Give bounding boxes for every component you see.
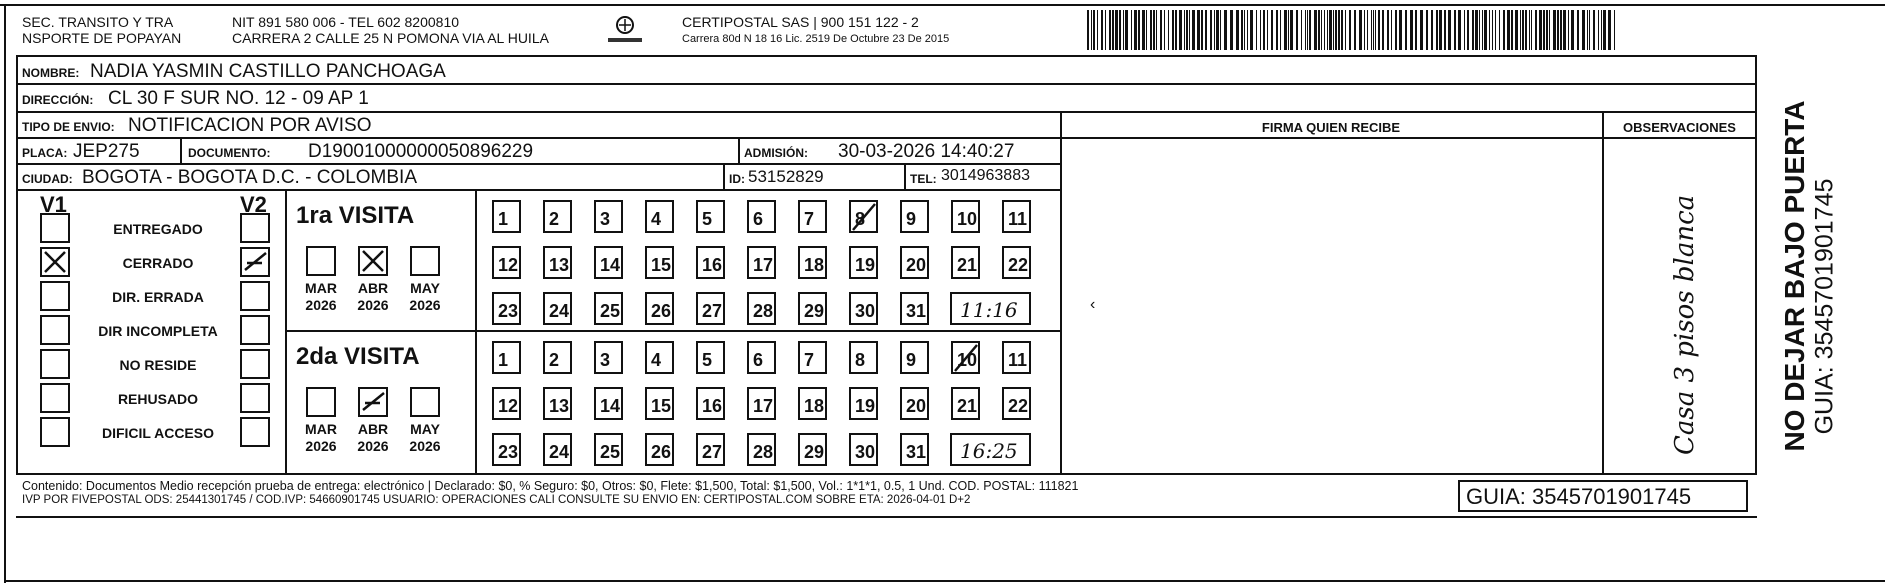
v1-label: V1 bbox=[40, 192, 67, 217]
status-option-label: ENTREGADO bbox=[113, 221, 203, 237]
barcode-bar bbox=[1164, 10, 1165, 50]
day-cell[interactable]: 25 bbox=[594, 292, 623, 325]
v2-checkbox[interactable] bbox=[240, 417, 270, 447]
barcode-bar bbox=[1087, 10, 1089, 50]
barcode-bar bbox=[1475, 10, 1478, 50]
month-checkbox[interactable] bbox=[306, 246, 336, 276]
day-cell[interactable]: 30 bbox=[849, 433, 878, 466]
barcode-bar bbox=[1210, 10, 1212, 50]
day-cell[interactable]: 7 bbox=[798, 341, 827, 374]
courier-logo-icon bbox=[600, 12, 650, 46]
barcode-bar bbox=[1589, 10, 1590, 50]
barcode-bar bbox=[1598, 10, 1599, 50]
barcode-bar bbox=[1131, 10, 1132, 50]
month-checkbox[interactable] bbox=[410, 246, 440, 276]
barcode-bar bbox=[1134, 10, 1137, 50]
day-cell[interactable]: 12 bbox=[492, 246, 521, 279]
tel-value: 3014963883 bbox=[941, 167, 1030, 184]
barcode-bar bbox=[1267, 10, 1268, 50]
day-cell[interactable]: 16 bbox=[696, 246, 725, 279]
barcode-bar bbox=[1327, 10, 1328, 50]
barcode-bar bbox=[1156, 10, 1157, 50]
documento-label: DOCUMENTO: bbox=[188, 146, 271, 160]
barcode-bar bbox=[1577, 10, 1579, 50]
barcode-bar bbox=[1333, 10, 1334, 50]
barcode-bar bbox=[1184, 10, 1185, 50]
day-cell[interactable]: 26 bbox=[645, 292, 674, 325]
day-cell[interactable]: 26 bbox=[645, 433, 674, 466]
day-cell[interactable]: 17 bbox=[747, 387, 776, 420]
direccion-label: DIRECCIÓN: bbox=[22, 93, 94, 107]
observaciones-column-left bbox=[1602, 111, 1604, 473]
header-divider bbox=[16, 55, 1757, 57]
day-cell[interactable]: 6 bbox=[747, 200, 776, 233]
barcode-bar bbox=[1511, 10, 1513, 50]
day-cell[interactable]: 10 bbox=[951, 341, 980, 374]
bottom-border bbox=[4, 580, 1885, 582]
visit-time-box: 11:16 bbox=[950, 292, 1031, 325]
barcode-bar bbox=[1112, 10, 1114, 50]
barcode-bar bbox=[1503, 10, 1505, 50]
barcode-bar bbox=[1186, 10, 1188, 50]
barcode-bar bbox=[1399, 10, 1402, 50]
day-cell[interactable]: 27 bbox=[696, 292, 725, 325]
status-option-label: DIFICIL ACCESO bbox=[101, 425, 214, 441]
day-cell[interactable]: 3 bbox=[594, 200, 623, 233]
barcode-bar bbox=[1472, 10, 1474, 50]
footer-line2: IVP POR FIVEPOSTAL ODS: 25441301745 / COD.IVP: 54660901745 USUARIO: OPERACIONES CALI CONSULTE SU ENVIO EN: CERTIPOSTAL.COM SOBRE ETA: 2026-04-01 D+2 bbox=[22, 494, 971, 506]
firma-column-left bbox=[1060, 111, 1062, 473]
day-cell[interactable]: 8 bbox=[849, 200, 878, 233]
handwritten-observation: Casa 3 pisos blanca bbox=[1670, 194, 1700, 455]
day-cell[interactable]: 23 bbox=[492, 292, 521, 325]
month-label: MAY 2026 bbox=[409, 421, 441, 454]
visit-title: 1ra VISITA bbox=[296, 202, 415, 229]
day-cell[interactable]: 22 bbox=[1002, 246, 1031, 279]
visit-month-divider bbox=[475, 189, 477, 473]
barcode-bar bbox=[1105, 10, 1106, 50]
day-cell[interactable]: 29 bbox=[798, 433, 827, 466]
barcode-bar bbox=[1115, 10, 1118, 50]
placa-label: PLACA: bbox=[22, 146, 68, 160]
day-cell[interactable]: 19 bbox=[849, 387, 878, 420]
day-cell[interactable]: 11 bbox=[1002, 341, 1031, 374]
barcode-bar bbox=[1479, 10, 1480, 50]
barcode-bar bbox=[1345, 10, 1346, 50]
row-divider bbox=[16, 189, 1062, 191]
firma-header: FIRMA QUIEN RECIBE bbox=[1261, 120, 1401, 135]
day-cell[interactable]: 5 bbox=[696, 341, 725, 374]
row-divider bbox=[16, 137, 1062, 139]
barcode-bar bbox=[1354, 10, 1356, 50]
barcode-bar bbox=[1168, 10, 1169, 50]
barcode-bar bbox=[1371, 10, 1372, 50]
day-cell[interactable]: 20 bbox=[900, 387, 929, 420]
barcode-bar bbox=[1359, 10, 1362, 50]
left-border bbox=[4, 4, 6, 583]
day-cell[interactable]: 14 bbox=[594, 246, 623, 279]
barcode-bar bbox=[1160, 10, 1162, 50]
day-cell[interactable]: 1 bbox=[492, 200, 521, 233]
column-header-divider bbox=[1060, 137, 1757, 139]
barcode-bar bbox=[1230, 10, 1233, 50]
day-cell[interactable]: 11 bbox=[1002, 200, 1031, 233]
barcode-bar bbox=[1395, 10, 1397, 50]
side-notice: NO DEJAR BAJO PUERTA GUIA: 3545701901745 bbox=[1779, 100, 1839, 452]
day-cell[interactable]: 23 bbox=[492, 433, 521, 466]
barcode-bar bbox=[1123, 10, 1124, 50]
day-cell[interactable]: 16 bbox=[696, 387, 725, 420]
cell-divider bbox=[723, 165, 725, 189]
barcode-bar bbox=[1338, 10, 1340, 50]
barcode-bar bbox=[1499, 10, 1500, 50]
barcode-bar bbox=[1387, 10, 1389, 50]
barcode-bar bbox=[1205, 10, 1207, 50]
barcode-bar bbox=[1515, 10, 1518, 50]
status-option-label: CERRADO bbox=[122, 255, 194, 271]
barcode-bar bbox=[1263, 10, 1265, 50]
day-cell[interactable]: 20 bbox=[900, 246, 929, 279]
barcode-bar bbox=[1138, 10, 1140, 50]
row-divider bbox=[16, 111, 1757, 113]
v1-checkbox[interactable] bbox=[40, 349, 70, 379]
barcode-bar bbox=[1448, 10, 1451, 50]
barcode-bar bbox=[1467, 10, 1469, 50]
barcode-bar bbox=[1197, 10, 1200, 50]
barcode-bar bbox=[1539, 10, 1542, 50]
barcode-bar bbox=[1093, 10, 1095, 50]
day-cell[interactable]: 18 bbox=[798, 387, 827, 420]
nombre-value: NADIA YASMIN CASTILLO PANCHOAGA bbox=[90, 61, 446, 82]
barcode-bar bbox=[1250, 10, 1253, 50]
barcode-bar bbox=[1608, 10, 1611, 50]
barcode-bar bbox=[1378, 10, 1380, 50]
barcode-bar bbox=[1484, 10, 1487, 50]
day-cell[interactable]: 18 bbox=[798, 246, 827, 279]
day-cell[interactable]: 15 bbox=[645, 246, 674, 279]
barcode-bar bbox=[1582, 10, 1585, 50]
day-cell[interactable]: 2 bbox=[543, 200, 572, 233]
day-cell[interactable]: 3 bbox=[594, 341, 623, 374]
barcode-bar bbox=[1603, 10, 1606, 50]
barcode-bar bbox=[1549, 10, 1550, 50]
barcode-bar bbox=[1305, 10, 1306, 50]
barcode-bar bbox=[1125, 10, 1128, 50]
barcode-bar bbox=[1601, 10, 1602, 50]
barcode-bar bbox=[1341, 10, 1343, 50]
barcode-bar bbox=[1335, 10, 1337, 50]
barcode-bar bbox=[1522, 10, 1524, 50]
status-option-label: DIR. ERRADA bbox=[112, 289, 204, 305]
barcode-bar bbox=[1216, 10, 1219, 50]
admision-value: 30-03-2026 14:40:27 bbox=[838, 141, 1015, 162]
status-option-label: NO RESIDE bbox=[119, 357, 197, 373]
day-cell[interactable]: 25 bbox=[594, 433, 623, 466]
barcode-bar bbox=[1296, 10, 1298, 50]
row-divider bbox=[16, 83, 1757, 85]
barcode-bar bbox=[1142, 10, 1145, 50]
v2-checkbox[interactable] bbox=[240, 247, 270, 277]
day-cell[interactable]: 17 bbox=[747, 246, 776, 279]
footer-bottom bbox=[16, 516, 1757, 518]
barcode-bar bbox=[1391, 10, 1392, 50]
barcode-bar bbox=[1415, 10, 1417, 50]
barcode-bar bbox=[1247, 10, 1248, 50]
day-cell[interactable]: 28 bbox=[747, 433, 776, 466]
day-cell[interactable]: 4 bbox=[645, 341, 674, 374]
barcode-bar bbox=[1563, 10, 1566, 50]
visit-divider bbox=[285, 330, 1062, 332]
visit-time-box: 16:25 bbox=[950, 433, 1031, 466]
barcode-bar bbox=[1495, 10, 1496, 50]
top-border bbox=[0, 4, 1885, 6]
barcode-bar bbox=[1593, 10, 1595, 50]
tipo-envio-label: TIPO DE ENVIO: bbox=[22, 120, 115, 134]
barcode-bar bbox=[1364, 10, 1365, 50]
tel-label: TEL: bbox=[910, 172, 937, 186]
barcode-bar bbox=[1535, 10, 1537, 50]
barcode-bar bbox=[1329, 10, 1332, 50]
v1-checkbox[interactable] bbox=[40, 213, 70, 243]
month-checkbox[interactable] bbox=[358, 246, 388, 276]
month-checkbox[interactable] bbox=[306, 387, 336, 417]
day-cell[interactable]: 27 bbox=[696, 433, 725, 466]
barcode-bar bbox=[1439, 10, 1442, 50]
barcode-bar bbox=[1175, 10, 1177, 50]
cell-divider bbox=[738, 139, 740, 163]
month-label: MAY 2026 bbox=[409, 280, 441, 313]
barcode-bar bbox=[1091, 10, 1092, 50]
day-cell[interactable]: 24 bbox=[543, 433, 572, 466]
day-cell[interactable]: 9 bbox=[900, 200, 929, 233]
visit-title: 2da VISITA bbox=[296, 343, 420, 370]
barcode bbox=[1087, 10, 1617, 50]
barcode-bar bbox=[1318, 10, 1320, 50]
barcode-bar bbox=[1119, 10, 1121, 50]
barcode-bar bbox=[1529, 10, 1530, 50]
main-right-border bbox=[1755, 55, 1757, 473]
month-label: MAR 2026 bbox=[305, 280, 337, 313]
sender-address: CARRERA 2 CALLE 25 N POMONA VIA AL HUILA bbox=[232, 30, 549, 46]
barcode-bar bbox=[1507, 10, 1510, 50]
ciudad-label: CIUDAD: bbox=[22, 172, 73, 186]
day-cell[interactable]: 21 bbox=[951, 387, 980, 420]
barcode-bar bbox=[1214, 10, 1215, 50]
barcode-bar bbox=[1587, 10, 1588, 50]
barcode-bar bbox=[1153, 10, 1155, 50]
barcode-bar bbox=[1179, 10, 1182, 50]
month-label: ABR 2026 bbox=[357, 280, 389, 313]
day-cell[interactable]: 5 bbox=[696, 200, 725, 233]
barcode-bar bbox=[1531, 10, 1532, 50]
barcode-bar bbox=[1290, 10, 1293, 50]
barcode-bar bbox=[1309, 10, 1311, 50]
barcode-bar bbox=[1560, 10, 1562, 50]
day-cell[interactable]: 22 bbox=[1002, 387, 1031, 420]
barcode-bar bbox=[1349, 10, 1351, 50]
admision-label: ADMISIÓN: bbox=[744, 146, 808, 160]
barcode-bar bbox=[1614, 10, 1615, 50]
v1-checkbox[interactable] bbox=[40, 315, 70, 345]
day-cell[interactable]: 10 bbox=[951, 200, 980, 233]
day-cell[interactable]: 21 bbox=[951, 246, 980, 279]
day-cell[interactable]: 15 bbox=[645, 387, 674, 420]
barcode-bar bbox=[1557, 10, 1559, 50]
footer-divider bbox=[16, 473, 1757, 475]
month-checkbox[interactable] bbox=[410, 387, 440, 417]
barcode-bar bbox=[1543, 10, 1545, 50]
day-cell[interactable]: 2 bbox=[543, 341, 572, 374]
barcode-bar bbox=[1288, 10, 1289, 50]
barcode-bar bbox=[1321, 10, 1322, 50]
barcode-bar bbox=[1367, 10, 1368, 50]
day-cell[interactable]: 12 bbox=[492, 387, 521, 420]
day-cell[interactable]: 7 bbox=[798, 200, 827, 233]
company: CERTIPOSTAL SAS | 900 151 122 - 2 bbox=[682, 14, 919, 30]
month-label: ABR 2026 bbox=[357, 421, 389, 454]
barcode-bar bbox=[1271, 10, 1273, 50]
v2-checkbox[interactable] bbox=[240, 349, 270, 379]
barcode-bar bbox=[1280, 10, 1281, 50]
placa-value: JEP275 bbox=[73, 141, 140, 162]
v2-label: V2 bbox=[240, 192, 267, 217]
barcode-bar bbox=[1301, 10, 1302, 50]
day-cell[interactable]: 30 bbox=[849, 292, 878, 325]
day-cell[interactable]: 31 bbox=[900, 292, 929, 325]
barcode-bar bbox=[1568, 10, 1569, 50]
barcode-bar bbox=[1224, 10, 1227, 50]
barcode-bar bbox=[1410, 10, 1413, 50]
day-cell[interactable]: 24 bbox=[543, 292, 572, 325]
day-cell[interactable]: 8 bbox=[849, 341, 878, 374]
day-cell[interactable]: 1 bbox=[492, 341, 521, 374]
barcode-bar bbox=[1284, 10, 1287, 50]
barcode-bar bbox=[1101, 10, 1103, 50]
barcode-bar bbox=[1525, 10, 1527, 50]
nit: NIT 891 580 006 - TEL 602 8200810 bbox=[232, 14, 460, 30]
day-cell[interactable]: 4 bbox=[645, 200, 674, 233]
day-cell[interactable]: 9 bbox=[900, 341, 929, 374]
barcode-bar bbox=[1489, 10, 1490, 50]
status-option-label: REHUSADO bbox=[117, 391, 199, 407]
month-checkbox[interactable] bbox=[358, 387, 388, 417]
signature-mark: ‹ bbox=[1090, 296, 1096, 313]
barcode-bar bbox=[1241, 10, 1243, 50]
barcode-bar bbox=[1546, 10, 1548, 50]
v2-checkbox[interactable] bbox=[240, 281, 270, 311]
barcode-bar bbox=[1244, 10, 1245, 50]
day-cell[interactable]: 13 bbox=[543, 246, 572, 279]
footer-line1: Contenido: Documentos Medio recepción prueba de entrega: electrónico | Declarado: $0, % Seguro: $0, Otros: $0, Flete: $1,500, Total: $1,500, Vol.: 1*1*1, 0.5, 1 Und. COD. POSTAL: 111821 bbox=[22, 479, 1079, 493]
barcode-bar bbox=[1314, 10, 1317, 50]
main-left-border bbox=[16, 55, 18, 473]
sender-line2: NSPORTE DE POPAYAN bbox=[22, 30, 182, 46]
id-value: 53152829 bbox=[748, 167, 824, 186]
cell-divider bbox=[180, 139, 182, 163]
barcode-bar bbox=[1220, 10, 1221, 50]
status-option-label: DIR INCOMPLETA bbox=[98, 323, 218, 339]
barcode-bar bbox=[1150, 10, 1152, 50]
barcode-bar bbox=[1382, 10, 1384, 50]
barcode-bar bbox=[1426, 10, 1428, 50]
v1-checkbox[interactable] bbox=[40, 247, 70, 277]
v1-checkbox[interactable] bbox=[40, 417, 70, 447]
v2-checkbox[interactable] bbox=[240, 315, 270, 345]
barcode-bar bbox=[1109, 10, 1111, 50]
day-cell[interactable]: 28 bbox=[747, 292, 776, 325]
barcode-bar bbox=[1192, 10, 1195, 50]
barcode-bar bbox=[1375, 10, 1376, 50]
day-cell[interactable]: 29 bbox=[798, 292, 827, 325]
barcode-bar bbox=[1307, 10, 1308, 50]
barcode-bar bbox=[1260, 10, 1261, 50]
ciudad-value: BOGOTA - BOGOTA D.C. - COLOMBIA bbox=[82, 167, 418, 188]
day-cell[interactable]: 6 bbox=[747, 341, 776, 374]
barcode-bar bbox=[1097, 10, 1098, 50]
id-label: ID: bbox=[729, 172, 745, 186]
barcode-bar bbox=[1276, 10, 1278, 50]
day-cell[interactable]: 31 bbox=[900, 433, 929, 466]
observaciones-header: OBSERVACIONES bbox=[1623, 120, 1736, 135]
footer-guia: GUIA: 3545701901745 bbox=[1466, 484, 1692, 509]
barcode-bar bbox=[1431, 10, 1433, 50]
barcode-bar bbox=[1520, 10, 1521, 50]
barcode-bar bbox=[1405, 10, 1407, 50]
barcode-bar bbox=[1482, 10, 1483, 50]
tipo-envio-value: NOTIFICACION POR AVISO bbox=[128, 115, 372, 136]
barcode-bar bbox=[1324, 10, 1325, 50]
barcode-bar bbox=[1444, 10, 1446, 50]
barcode-bar bbox=[1373, 10, 1374, 50]
barcode-bar bbox=[1172, 10, 1174, 50]
barcode-bar bbox=[1201, 10, 1203, 50]
barcode-bar bbox=[1256, 10, 1257, 50]
v2-checkbox[interactable] bbox=[240, 213, 270, 243]
v1-checkbox[interactable] bbox=[40, 281, 70, 311]
barcode-bar bbox=[1189, 10, 1190, 50]
barcode-bar bbox=[1464, 10, 1465, 50]
day-cell[interactable]: 13 bbox=[543, 387, 572, 420]
cell-divider bbox=[904, 165, 906, 189]
v2-checkbox[interactable] bbox=[240, 383, 270, 413]
barcode-bar bbox=[1146, 10, 1147, 50]
barcode-bar bbox=[1492, 10, 1493, 50]
barcode-bar bbox=[1436, 10, 1438, 50]
barcode-bar bbox=[1553, 10, 1556, 50]
sender-line1: SEC. TRANSITO Y TRA bbox=[22, 14, 174, 30]
v1-checkbox[interactable] bbox=[40, 383, 70, 413]
day-cell[interactable]: 19 bbox=[849, 246, 878, 279]
month-label: MAR 2026 bbox=[305, 421, 337, 454]
nombre-label: NOMBRE: bbox=[22, 66, 80, 80]
barcode-bar bbox=[1236, 10, 1239, 50]
day-cell[interactable]: 14 bbox=[594, 387, 623, 420]
documento-value: D19001000000050896229 bbox=[308, 141, 534, 162]
direccion-value: CL 30 F SUR NO. 12 - 09 AP 1 bbox=[108, 88, 369, 109]
barcode-bar bbox=[1458, 10, 1461, 50]
barcode-bar bbox=[1420, 10, 1423, 50]
barcode-bar bbox=[1571, 10, 1574, 50]
barcode-bar bbox=[1454, 10, 1456, 50]
company-address: Carrera 80d N 18 16 Lic. 2519 De Octubre 23 De 2015 bbox=[682, 33, 950, 45]
